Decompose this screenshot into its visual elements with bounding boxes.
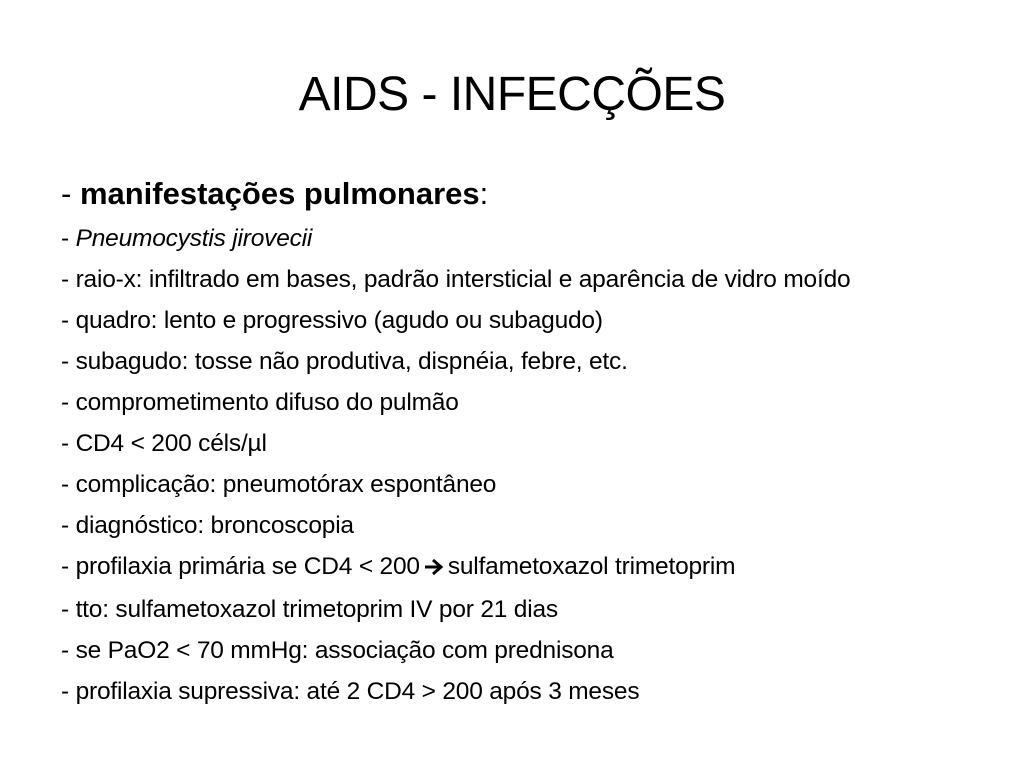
profilaxia-primaria-pre: - profilaxia primária se CD4 < 200 (61, 553, 420, 580)
bullet-comprometimento: - comprometimento difuso do pulmão (61, 389, 459, 416)
arrow-right-icon (424, 548, 444, 589)
bullet-profilaxia-primaria (61, 546, 991, 589)
bullet-profilaxia-supressiva: - profilaxia supressiva: até 2 CD4 > 200 após 3 meses (61, 678, 640, 705)
bullet-tto: - tto: sulfametoxazol trimetoprim IV por 21 dias (61, 596, 558, 623)
heading-suffix: : (479, 176, 489, 211)
bullet-pao2: - se PaO2 < 70 mmHg: associação com prednisona (61, 637, 614, 664)
profilaxia-primaria-post: sulfametoxazol trimetoprim (447, 553, 736, 580)
bullet-organism (61, 218, 991, 259)
organism-dash: - (61, 225, 76, 252)
bullet-list (61, 218, 991, 712)
section-heading (61, 172, 991, 216)
slide-title: AIDS - INFECÇÕES (298, 68, 726, 121)
organism-name: Pneumocystis jirovecii (75, 225, 313, 252)
bullet-xray: - raio-x: infiltrado em bases, padrão intersticial e aparência de vidro moído (61, 266, 851, 293)
heading-dash: - (61, 176, 80, 211)
heading-bold-text: manifestações pulmonares (79, 176, 480, 211)
slide-content (61, 172, 991, 712)
bullet-subagudo: - subagudo: tosse não produtiva, dispnéia, febre, etc. (61, 348, 628, 375)
bullet-diagnostico: - diagnóstico: broncoscopia (61, 512, 354, 539)
bullet-cd4: - CD4 < 200 céls/µl (61, 430, 267, 457)
bullet-quadro: - quadro: lento e progressivo (agudo ou subagudo) (61, 307, 603, 334)
bullet-complicacao: - complicação: pneumotórax espontâneo (61, 471, 497, 498)
